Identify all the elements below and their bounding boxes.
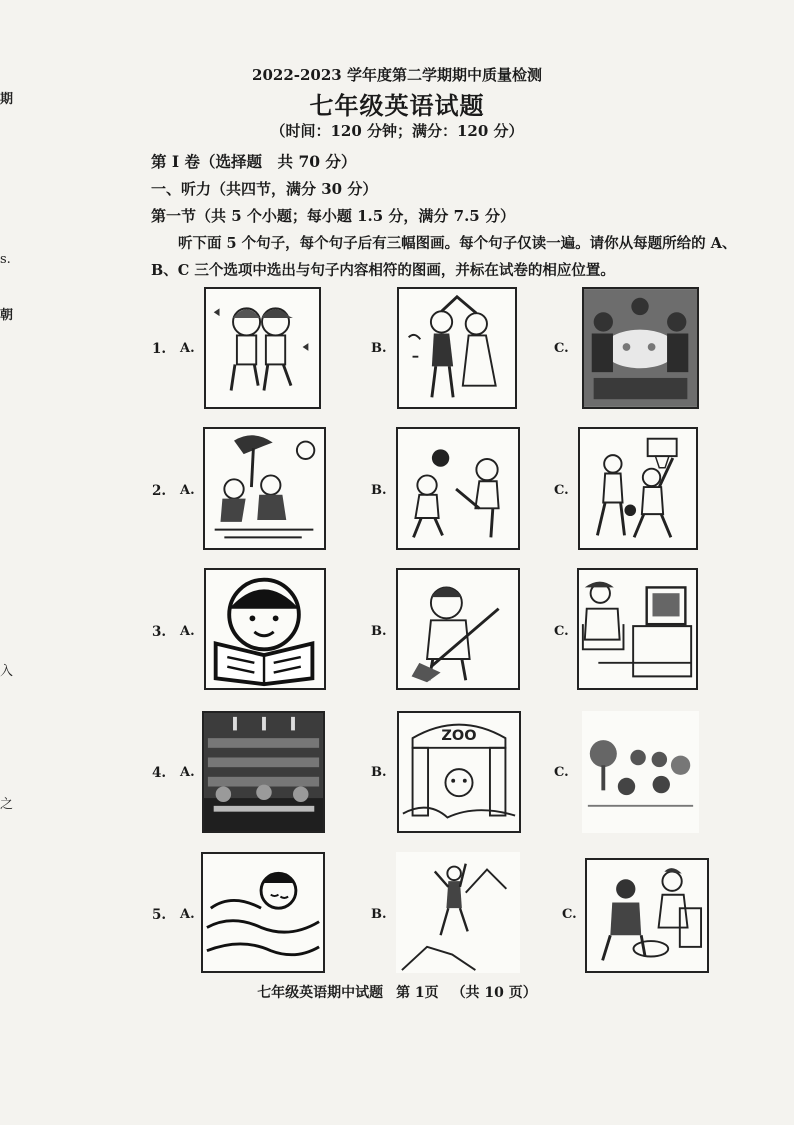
option-label-a: A. bbox=[180, 907, 195, 922]
question-number: 1. bbox=[152, 341, 167, 357]
option-label-c: C. bbox=[554, 483, 569, 498]
boy-swimming-image bbox=[203, 854, 323, 971]
part-heading: 第 I 卷（选择题 共 70 分） bbox=[151, 152, 357, 171]
instructions: B、C 三个选项中选出与句子内容相符的图画，并标在试卷的相应位置。 bbox=[151, 262, 615, 279]
picture-boy-sweeping[interactable] bbox=[396, 568, 520, 690]
picture-washing-feet[interactable] bbox=[585, 858, 709, 973]
option-label-b: B. bbox=[371, 907, 387, 922]
margin-note: 朝 bbox=[0, 308, 14, 323]
picture-boy-reading-book[interactable] bbox=[204, 568, 326, 690]
zoo-sign-text: ZOO bbox=[441, 728, 477, 745]
question-number: 3. bbox=[152, 624, 167, 640]
margin-note: s. bbox=[0, 252, 11, 267]
option-label-c: C. bbox=[554, 341, 569, 356]
boys-playing-soccer-image bbox=[398, 429, 518, 548]
option-label-b: B. bbox=[371, 624, 387, 639]
margin-note: 入 bbox=[0, 664, 14, 679]
picture-kids-picnic[interactable] bbox=[203, 427, 326, 550]
boy-sweeping-image bbox=[398, 570, 518, 688]
picture-zoo-gate[interactable] bbox=[397, 711, 521, 833]
section-heading: 一、听力（共四节，满分 30 分） bbox=[151, 180, 378, 198]
question-number: 2. bbox=[152, 483, 167, 499]
time-info: （时间：120 分钟；满分：120 分） bbox=[270, 122, 524, 140]
picture-kids-in-park[interactable] bbox=[582, 711, 699, 833]
kids-in-park-image bbox=[584, 713, 697, 831]
margin-note: 之 bbox=[0, 797, 14, 812]
option-label-a: A. bbox=[180, 483, 195, 498]
footer-total-pages: （共 10 页） bbox=[451, 985, 537, 1001]
option-label-a: A. bbox=[180, 765, 195, 780]
option-label-b: B. bbox=[371, 765, 387, 780]
zoo-gate-image bbox=[399, 713, 519, 831]
washing-feet-image bbox=[587, 860, 707, 971]
option-label-a: A. bbox=[180, 341, 195, 356]
option-label-b: B. bbox=[371, 341, 387, 356]
couple-dancing-image bbox=[399, 289, 515, 407]
boy-reading-book-image bbox=[206, 570, 324, 688]
basketball-players-image bbox=[580, 429, 696, 548]
picture-two-kids-walking[interactable] bbox=[204, 287, 321, 409]
option-label-c: C. bbox=[554, 765, 569, 780]
exam-term: 2022-2023 学年度第二学期期中质量检测 bbox=[252, 66, 542, 84]
library-reading-image bbox=[204, 713, 323, 831]
picture-basketball-players[interactable] bbox=[578, 427, 698, 550]
option-label-c: C. bbox=[562, 907, 577, 922]
person-watching-tv-image bbox=[579, 570, 696, 688]
picture-man-climbing[interactable] bbox=[396, 852, 520, 973]
option-label-b: B. bbox=[371, 483, 387, 498]
kids-picnic-image bbox=[205, 429, 324, 548]
question-number: 5. bbox=[152, 907, 167, 923]
picture-couple-dancing[interactable] bbox=[397, 287, 517, 409]
instructions: 听下面 5 个句子，每个句子后有三幅图画。每个句子仅读一遍。请你从每题所给的 A、 bbox=[178, 235, 737, 252]
picture-library-reading[interactable] bbox=[202, 711, 325, 833]
option-label-a: A. bbox=[180, 624, 195, 639]
family-dinner-image bbox=[584, 289, 697, 407]
man-climbing-image bbox=[398, 854, 518, 971]
option-label-c: C. bbox=[554, 624, 569, 639]
picture-boys-playing-soccer[interactable] bbox=[396, 427, 520, 550]
two-kids-walking-image bbox=[206, 289, 319, 407]
picture-boy-swimming[interactable] bbox=[201, 852, 325, 973]
footer-page-number: 第 1页 bbox=[396, 985, 439, 1001]
footer-exam-name: 七年级英语期中试题 bbox=[257, 985, 384, 1001]
question-number: 4. bbox=[152, 765, 167, 781]
subsection-heading: 第一节（共 5 个小题；每小题 1.5 分，满分 7.5 分） bbox=[151, 207, 515, 225]
picture-family-dinner[interactable] bbox=[582, 287, 699, 409]
picture-person-watching-tv[interactable] bbox=[577, 568, 698, 690]
page-title: 七年级英语试题 bbox=[309, 91, 485, 120]
page-footer bbox=[0, 982, 794, 1002]
margin-note: 期 bbox=[0, 92, 14, 107]
